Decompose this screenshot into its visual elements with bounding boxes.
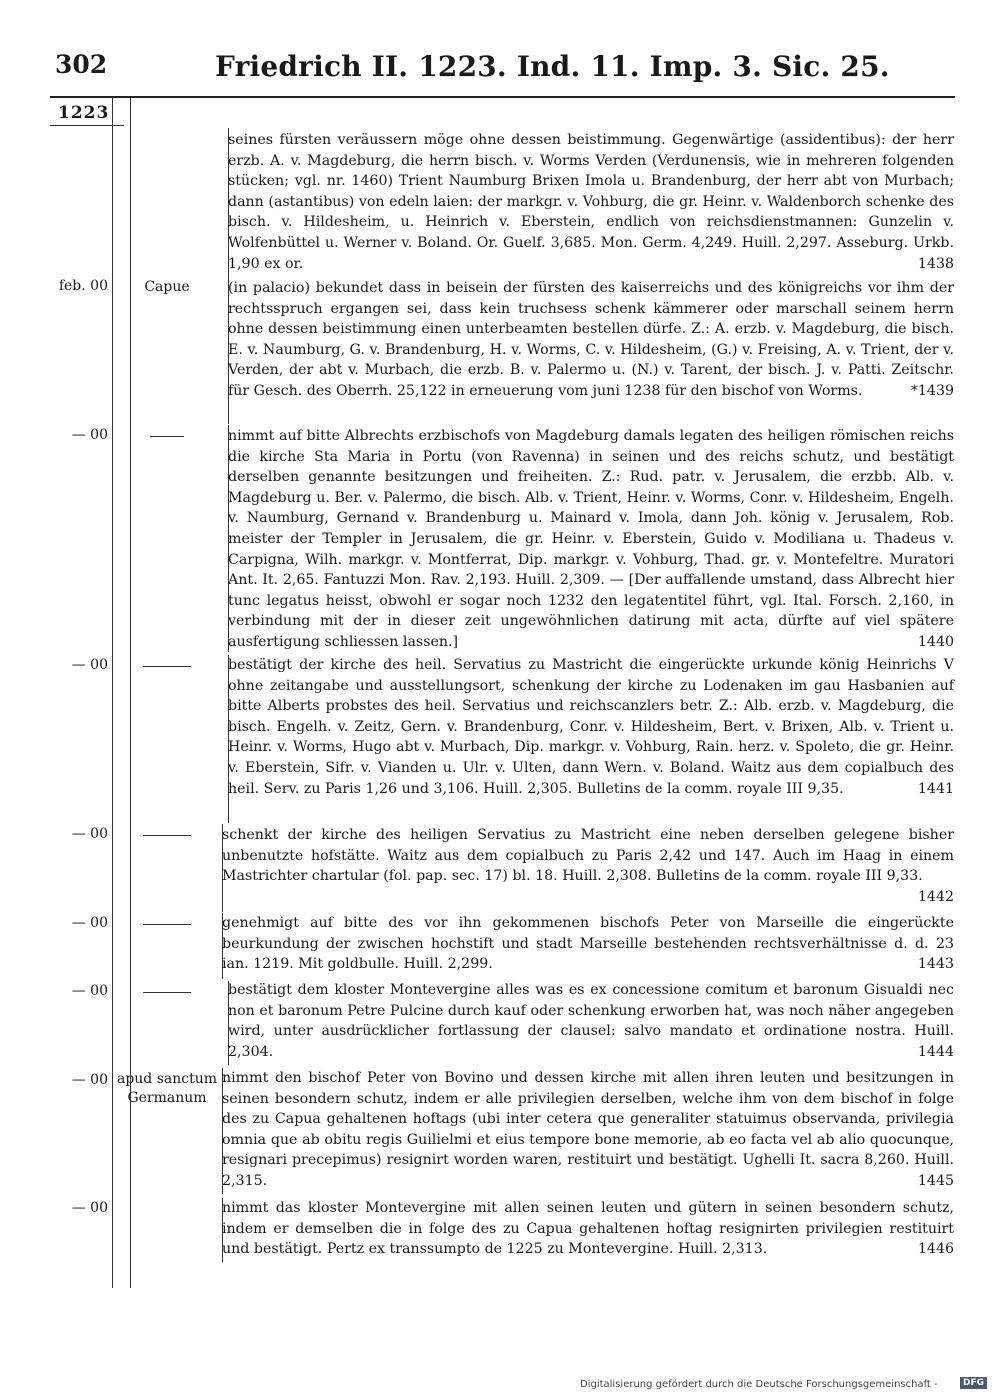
entry-place-dash [112, 427, 222, 446]
entry-number: 1441 [917, 780, 954, 797]
entry-place-dash [112, 983, 222, 1002]
entry-date: — 00 [71, 1200, 108, 1216]
entry-number: 1440 [917, 633, 954, 650]
entry-1446 [222, 1198, 954, 1260]
entry-date: — 00 [71, 826, 108, 842]
entry-place-dash [112, 915, 222, 934]
entry-date: — 00 [71, 983, 108, 999]
year-label: 1223 [58, 103, 110, 123]
entry-date: — 00 [71, 915, 108, 931]
entry-1438 [228, 130, 954, 274]
entry-number: 1446 [917, 1241, 954, 1258]
entry-text: nimmt den bischof Peter von Bovino und dessen kirche mit allen ihren leuten und besitzungen in seinen besondern schutz, indem er alle privilegien derselben, welche ihm von dem bischof in folge des zu Capua gehaltenen hoftags (ubi inter cetera que generaliter statuimus observanda, privilegia omnia que ab obitu regis Guilielmi et eius tempore bone memorie, ab eo facta vel ab alio quocunque, resignari precepimus) resignirt worden waren, restituirt und bestätigt. Ughelli It. sacra 8,260. Huill. 2,315. [222, 1070, 954, 1189]
entry-date: — 00 [71, 1072, 108, 1088]
entry-text: genehmigt auf bitte des vor ihn gekommenen bischofs Peter von Marseille die eingerückte beurkundung der zwischen hochstift und stadt Marseille bestehenden rechtsverhältnisse d. d. 23 ian. 1219. Mit goldbulle. Huill. 2,299. [222, 915, 954, 973]
entry-1445 [222, 1068, 954, 1192]
entry-1442 [222, 825, 954, 907]
column-rule-date [112, 98, 113, 1288]
entry-1441 [228, 655, 954, 799]
entry-number: *1439 [910, 382, 954, 399]
entry-date: — 00 [71, 427, 108, 443]
entry-text: nimmt auf bitte Albrechts erzbischofs von Magdeburg damals legaten des heiligen römischen reichs die kirche Sta Maria in Portu (von Ravenna) in seinen und des reichs schutz, und bestätigt derselben genannte besitzungen und freiheiten. Z.: Rud. patr. v. Jerusalem, die erzbb. Alb. v. Magdeburg u. Ber. v. Palermo, die bisch. Alb. v. Trient, Heinr. v. Worms, Conr. v. Hildesheim, Engelh. v. Naumburg, Gernand v. Brandenburg u. Mainard v. Imola, dann Joh. könig v. Jerusalem, Rob. meister der Templer in Jerusalem, die gr. Heinr. v. Eberstein, Guido v. Modiliana u. Thadeus v. Carpigna, Wilh. markgr. v. Montferrat, Dip. markgr. v. Vohburg, Thad. gr. v. Montefeltre. Muratori Ant. It. 2,65. Fantuzzi Mon. Rav. 2,193. Huill. 2,309. — [Der auffallende umstand, dass Albrecht hier tunc legatus heisst, obwohl er sogar noch 1232 den legatentitel führt, vgl. Ital. Forsch. 2,160, in verbindung mit der in dieser zeit ungewöhnlichen datirung mit acta, dürfte auf viel spätere ausfertigung schliessen lassen.] [228, 428, 954, 650]
entry-text: seines fürsten veräussern möge ohne dessen beistimmung. Gegenwärtige (assidentibus): der herr erzb. A. v. Magdeburg, die herrn bisch. v. Worms Verden (Verdunensis, wie in mehreren folgenden stücken; vgl. nr. 1460) Trient Naumburg Brixen Imola u. Brandenburg, der herr abt von Murbach; dann (astantibus) von edeln laien: der markgr. v. Vohburg, die gr. Heinr. v. Waldenborch schenke des bisch. v. Hildesheim, u. Heinrich v. Eberstein, endlich von reichsdienstmannen: Gunzelin v. Wolfenbüttel u. Werner v. Boland. Or. Guelf. 3,685. Mon. Germ. 4,249. Huill. 2,297. Asseburg. Urkb. 1,90 ex or. [228, 132, 954, 272]
entry-date: — 00 [71, 657, 108, 673]
entry-text: bestätigt der kirche des heil. Servatius zu Mastricht die eingerückte urkunde könig Heinrichs V ohne zeitangabe und ausstellungsort, schenkung der kirche zu Lodenaken im gau Hasbanien auf bitte Alberts probstes des heil. Servatius und reichscanzlers betr. Z.: Alb. erzb. v. Magdeburg, die bisch. Engelh. v. Zeitz, Gern. v. Brandenburg, Conr. v. Hildesheim, Bert. v. Brixen, Alb. v. Trient u. Heinr. v. Worms, Hugo abt v. Murbach, Dip. markgr. v. Vohburg, Rain. herz. v. Spoleto, die gr. Heinr. v. Eberstein, Sifr. v. Vianden u. Ulr. v. Ulten, dann Wern. v. Boland. Waitz aus dem copialbuch des heil. Serv. zu Paris 1,26 und 3,106. Huill. 2,305. Bulletins de la comm. royale III 9,35. [228, 657, 954, 797]
entry-place: apud sanctum Germanum [116, 1071, 218, 1106]
entry-1444 [228, 980, 954, 1062]
entry-number: 1443 [917, 956, 954, 973]
running-title: Friedrich II. 1223. Ind. 11. Imp. 3. Sic. 25. [215, 50, 890, 83]
entry-number: 1444 [917, 1043, 954, 1060]
entry-place-dash [112, 826, 222, 845]
entry-text: schenkt der kirche des heiligen Servatius zu Mastricht eine neben derselben gelegene bisher unbenutzte hofstätte. Waitz aus dem copialbuch zu Paris 2,42 und 147. Auch im Haag in einem Mastrichter chartular (fol. pap. sec. 17) bl. 18. Huill. 2,308. Bulletins de la comm. royale III 9,33. [222, 827, 954, 885]
entry-place-dash [112, 657, 222, 676]
dfg-logo: DFG [960, 1377, 987, 1389]
entry-number: 1445 [917, 1172, 954, 1189]
page-number: 302 [55, 50, 108, 79]
entry-number: 1442 [917, 888, 954, 905]
entry-text: (in palacio) bekundet dass in beisein der fürsten des kaiserreichs und des königreichs vor ihm der rechtsspruch ergangen sei, dass kein truchsess schenk kämmerer oder marschall seinem herrn ohne dessen beistimmung einen unterbeamten bestellen dürfe. Z.: A. erzb. v. Magdeburg, die bisch. E. v. Naumburg, G. v. Brandenburg, H. v. Worms, C. v. Hildesheim, (G.) v. Freising, A. v. Trient, der v. Verden, der abt v. Murbach, die erzb. B. v. Palermo u. (N.) v. Tarent, der bisch. J. v. Patti. Zeitschr. für Gesch. des Oberrh. 25,122 in erneuerung vom juni 1238 für den bischof von Worms. [228, 280, 954, 399]
entry-date: feb. 00 [58, 278, 108, 294]
entry-text: bestätigt dem kloster Montevergine alles was es ex concessione comitum et baronum Gisualdi nec non et baronum Petre Pulcine durch kauf oder schenkung erworben hat, was noch näher angegeben wird, unter ausdrücklicher fortlassung der clausel: salvo mandato et ordinatione nostra. Huill. 2,304. [228, 982, 954, 1060]
entry-text: nimmt das kloster Montevergine mit allen seinen leuten und gütern in seinen besondern schutz, indem er demselben die in folge des zu Capua gehaltenen hoftag resignirten privilegien restituirt und bestätigt. Pertz ex transsumpto de 1225 zu Montevergine. Huill. 2,313. [222, 1200, 954, 1258]
entry-place: Capue [144, 279, 190, 295]
header-rule [50, 96, 955, 98]
entry-number: 1438 [917, 255, 954, 272]
entry-1443 [222, 913, 954, 975]
entry-1439 [228, 278, 954, 402]
digitization-credit: Digitalisierung gefördert durch die Deutsche Forschungsgemeinschaft - [580, 1379, 938, 1390]
entry-1440 [228, 426, 954, 653]
column-rule-place [130, 98, 131, 1288]
